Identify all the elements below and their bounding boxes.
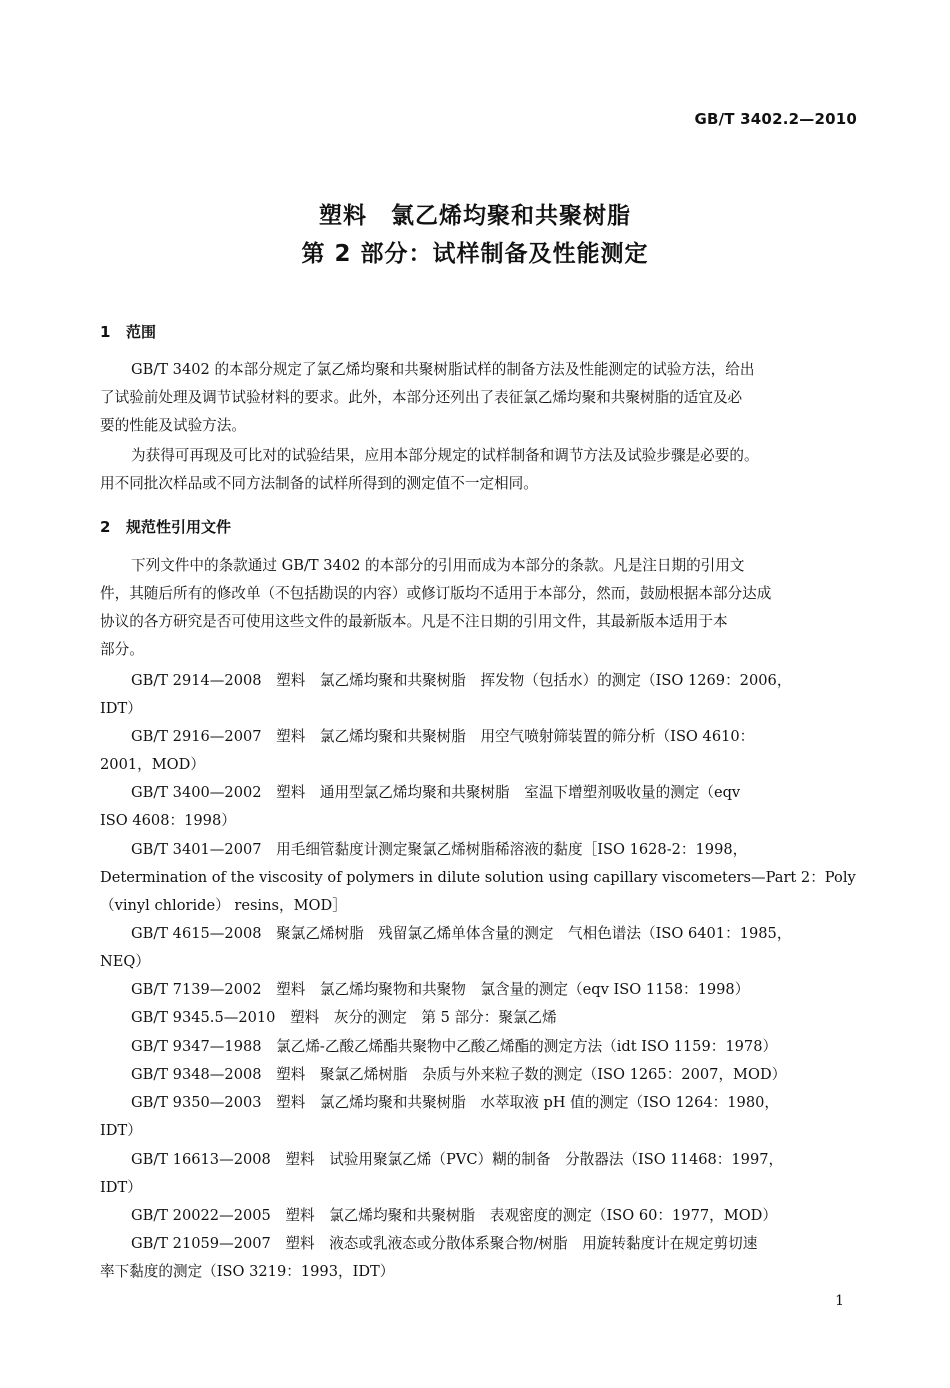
text-line: 件，其随后所有的修改单（不包括勘误的内容）或修订版均不适用于本部分，然而，鼓励根据本部分达成 <box>100 585 772 602</box>
reference-entry: GB/T 9350—2003 塑料 氯乙烯均聚和共聚树脂 水萃取液 pH 值的测定（ISO 1264：1980， <box>131 1094 779 1111</box>
section-heading-scope <box>100 321 156 342</box>
scope-paragraph-1 <box>100 356 858 440</box>
reference-continuation: 2001，MOD） <box>100 756 205 773</box>
reference-entry: GB/T 9348—2008 塑料 聚氯乙烯树脂 杂质与外来粒子数的测定（ISO 1265：2007，MOD） <box>131 1066 787 1083</box>
section-title: 规范性引用文件 <box>126 518 232 536</box>
reference-entry: GB/T 4615—2008 聚氯乙烯树脂 残留氯乙烯单体含量的测定 气相色谱法（ISO 6401：1985， <box>131 925 792 942</box>
page-number: 1 <box>835 1293 844 1309</box>
reference-continuation: IDT） <box>100 1179 142 1196</box>
reference-entry: GB/T 3401—2007 用毛细管黏度计测定聚氯乙烯树脂稀溶液的黏度［ISO 1628-2：1998， <box>131 841 748 858</box>
text-line: 用不同批次样品或不同方法制备的试样所得到的测定值不一定相同。 <box>100 475 538 492</box>
reference-entry: GB/T 21059—2007 塑料 液态或乳液态或分散体系聚合物/树脂 用旋转黏度计在规定剪切速 <box>131 1235 758 1252</box>
reference-entry: GB/T 9345.5—2010 塑料 灰分的测定 第 5 部分：聚氯乙烯 <box>131 1009 557 1026</box>
text-line: 为获得可再现及可比对的试验结果，应用本部分规定的试样制备和调节方法及试验步骤是必要的。 <box>131 447 759 464</box>
text-line: 下列文件中的条款通过 GB/T 3402 的本部分的引用而成为本部分的条款。凡是注日期的引用文 <box>131 557 745 574</box>
standard-code: GB/T 3402.2—2010 <box>694 110 857 128</box>
section-number: 1 <box>100 323 111 341</box>
reference-entry: GB/T 2916—2007 塑料 氯乙烯均聚和共聚树脂 用空气喷射筛装置的筛分析（ISO 4610： <box>131 728 755 745</box>
reference-entry: GB/T 7139—2002 塑料 氯乙烯均聚物和共聚物 氯含量的测定（eqv ISO 1158：1998） <box>131 981 750 998</box>
reference-continuation: NEQ） <box>100 953 150 970</box>
text-line: 协议的各方研究是否可使用这些文件的最新版本。凡是不注日期的引用文件，其最新版本适用于本 <box>100 613 728 630</box>
reference-continuation: ISO 4608：1998） <box>100 812 236 829</box>
document-title-line-1: 塑料 氯乙烯均聚和共聚树脂 <box>319 203 631 229</box>
reference-entry: GB/T 2914—2008 塑料 氯乙烯均聚和共聚树脂 挥发物（包括水）的测定（ISO 1269：2006， <box>131 672 792 689</box>
reference-continuation: IDT） <box>100 700 142 717</box>
document-title-line-2: 第 2 部分：试样制备及性能测定 <box>301 241 649 267</box>
normative-intro-paragraph <box>100 552 858 664</box>
scope-paragraph-2 <box>100 442 858 498</box>
text-line: 了试验前处理及调节试验材料的要求。此外，本部分还列出了表征氯乙烯均聚和共聚树脂的适宜及必 <box>100 389 743 406</box>
reference-continuation: Determination of the viscosity of polymers in dilute solution using capillary viscometers—Part 2：Poly <box>100 869 856 886</box>
reference-entry: GB/T 9347—1988 氯乙烯-乙酸乙烯酯共聚物中乙酸乙烯酯的测定方法（idt ISO 1159：1978） <box>131 1038 778 1055</box>
section-number: 2 <box>100 518 111 536</box>
reference-entry: GB/T 20022—2005 塑料 氯乙烯均聚和共聚树脂 表观密度的测定（ISO 60：1977，MOD） <box>131 1207 777 1224</box>
section-title: 范围 <box>126 323 157 341</box>
section-heading-normative-references <box>100 516 231 537</box>
reference-entry: GB/T 16613—2008 塑料 试验用聚氯乙烯（PVC）糊的制备 分散器法（ISO 11468：1997， <box>131 1151 784 1168</box>
text-line: GB/T 3402 的本部分规定了氯乙烯均聚和共聚树脂试样的制备方法及性能测定的试验方法，给出 <box>131 361 755 378</box>
reference-entry: GB/T 3400—2002 塑料 通用型氯乙烯均聚和共聚树脂 室温下增塑剂吸收量的测定（eqv <box>131 784 741 801</box>
text-line: 部分。 <box>100 641 144 658</box>
reference-continuation: （vinyl chloride） resins，MOD］ <box>100 897 347 914</box>
reference-continuation: IDT） <box>100 1122 142 1139</box>
text-line: 要的性能及试验方法。 <box>100 417 246 434</box>
reference-continuation: 率下黏度的测定（ISO 3219：1993，IDT） <box>100 1263 395 1280</box>
